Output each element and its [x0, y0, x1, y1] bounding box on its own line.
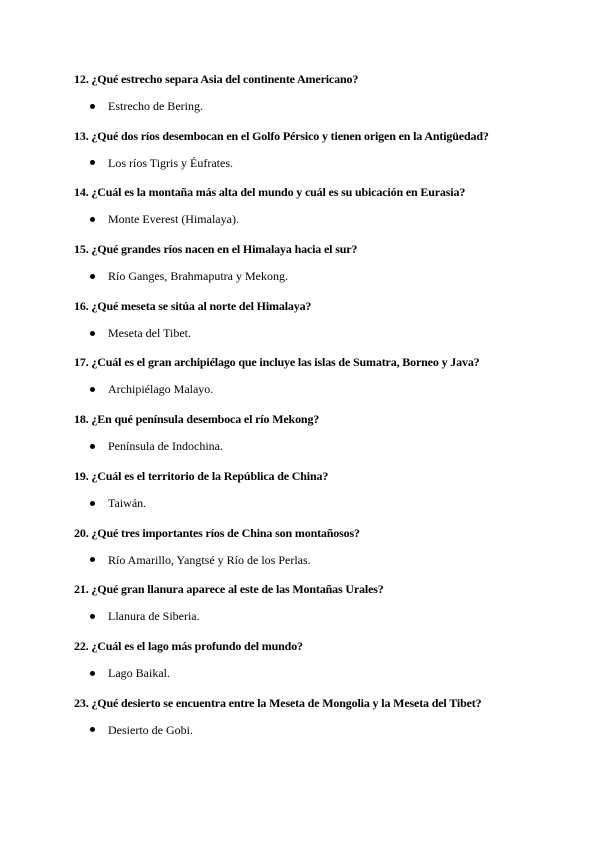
bullet-icon: [90, 727, 95, 732]
bullet-icon: [90, 671, 95, 676]
answer-text: [90, 211, 239, 227]
question-text: [74, 580, 384, 598]
question-label: ¿Qué estrecho separa Asia del continente Americano?: [91, 72, 359, 86]
question-text: [74, 694, 481, 712]
question-text: [74, 70, 358, 88]
question-text: [74, 524, 360, 542]
answer-label: Lago Baikal.: [108, 665, 170, 680]
answer-text: [90, 325, 191, 341]
qa-item: [74, 127, 574, 184]
qa-item: [74, 183, 574, 240]
answer-text: [90, 722, 193, 738]
question-list: [74, 70, 574, 750]
bullet-icon: [90, 614, 95, 619]
answer-label: Desierto de Gobi.: [108, 722, 193, 737]
qa-item: [74, 353, 574, 410]
bullet-icon: [90, 104, 95, 109]
question-text: [74, 240, 357, 258]
question-text: [74, 127, 489, 145]
question-text: [74, 467, 328, 485]
question-label: ¿Qué gran llanura aparece al este de las Montañas Urales?: [91, 582, 384, 597]
bullet-icon: [90, 444, 95, 449]
question-text: [74, 297, 311, 315]
question-number: 15.: [74, 242, 89, 257]
qa-item: [74, 580, 574, 637]
answer-label: Río Ganges, Brahmaputra y Mekong.: [108, 269, 288, 284]
qa-item: [74, 297, 574, 354]
bullet-icon: [90, 274, 95, 279]
bullet-icon: [90, 331, 95, 336]
question-label: ¿En qué península desemboca el río Mekong?: [91, 412, 320, 427]
bullet-icon: [90, 387, 95, 392]
question-text: [74, 637, 303, 655]
question-label: ¿Cuál es el territorio de la República de China?: [91, 468, 329, 483]
question-label: ¿Qué desierto se encuentra entre la Meseta de Mongolia y la Meseta del Tibet?: [91, 695, 482, 710]
answer-label: Península de Indochina.: [108, 439, 223, 454]
question-label: ¿Qué dos ríos desembocan en el Golfo Pérsico y tienen origen en la Antigüedad?: [91, 128, 489, 143]
question-number: 19.: [74, 468, 89, 483]
question-label: ¿Cuál es el gran archipiélago que incluye las islas de Sumatra, Borneo y Java?: [91, 355, 480, 370]
question-number: 21.: [74, 582, 89, 597]
question-label: ¿Cuál es el lago más profundo del mundo?: [91, 638, 303, 653]
answer-label: Los ríos Tigris y Éufrates.: [108, 155, 234, 170]
answer-label: Meseta del Tibet.: [108, 325, 191, 340]
question-number: 18.: [74, 412, 89, 427]
question-label: ¿Qué meseta se sitúa al norte del Himalaya?: [91, 298, 312, 313]
bullet-icon: [90, 160, 95, 165]
answer-text: [90, 381, 213, 397]
answer-text: [90, 98, 203, 114]
question-number: 23.: [74, 695, 89, 710]
question-number: 17.: [74, 355, 89, 370]
answer-text: [90, 608, 200, 624]
answer-text: [90, 438, 223, 454]
answer-text: [90, 665, 170, 681]
question-number: 16.: [74, 298, 89, 313]
bullet-icon: [90, 557, 95, 562]
answer-label: Taiwán.: [108, 495, 147, 510]
answer-text: [90, 552, 311, 568]
question-text: [74, 410, 319, 428]
question-text: [74, 353, 480, 371]
answer-text: [90, 155, 233, 171]
question-text: [74, 183, 465, 201]
qa-item: [74, 467, 574, 524]
qa-item: [74, 637, 574, 694]
qa-item: [74, 524, 574, 581]
question-number: 22.: [74, 638, 89, 653]
qa-item: [74, 240, 574, 297]
question-number: 13.: [74, 128, 89, 143]
question-label: ¿Cuál es la montaña más alta del mundo y cuál es su ubicación en Eurasia?: [91, 185, 466, 200]
question-label: ¿Qué tres importantes ríos de China son montañosos?: [91, 525, 360, 540]
question-label: ¿Qué grandes ríos nacen en el Himalaya hacia el sur?: [91, 242, 358, 257]
question-number: 12.: [74, 72, 89, 86]
question-number: 20.: [74, 525, 89, 540]
bullet-icon: [90, 501, 95, 506]
answer-text: [90, 495, 146, 511]
qa-item: [74, 694, 574, 751]
answer-label: Monte Everest (Himalaya).: [108, 212, 239, 227]
qa-item: [74, 70, 574, 127]
answer-label: Llanura de Siberia.: [108, 609, 200, 624]
qa-item: [74, 410, 574, 467]
answer-label: Río Amarillo, Yangtsé y Río de los Perlas.: [108, 552, 311, 567]
answer-label: Archipiélago Malayo.: [108, 382, 214, 397]
bullet-icon: [90, 217, 95, 222]
question-number: 14.: [74, 185, 89, 200]
answer-label: Estrecho de Bering.: [108, 99, 203, 113]
answer-text: [90, 268, 288, 284]
